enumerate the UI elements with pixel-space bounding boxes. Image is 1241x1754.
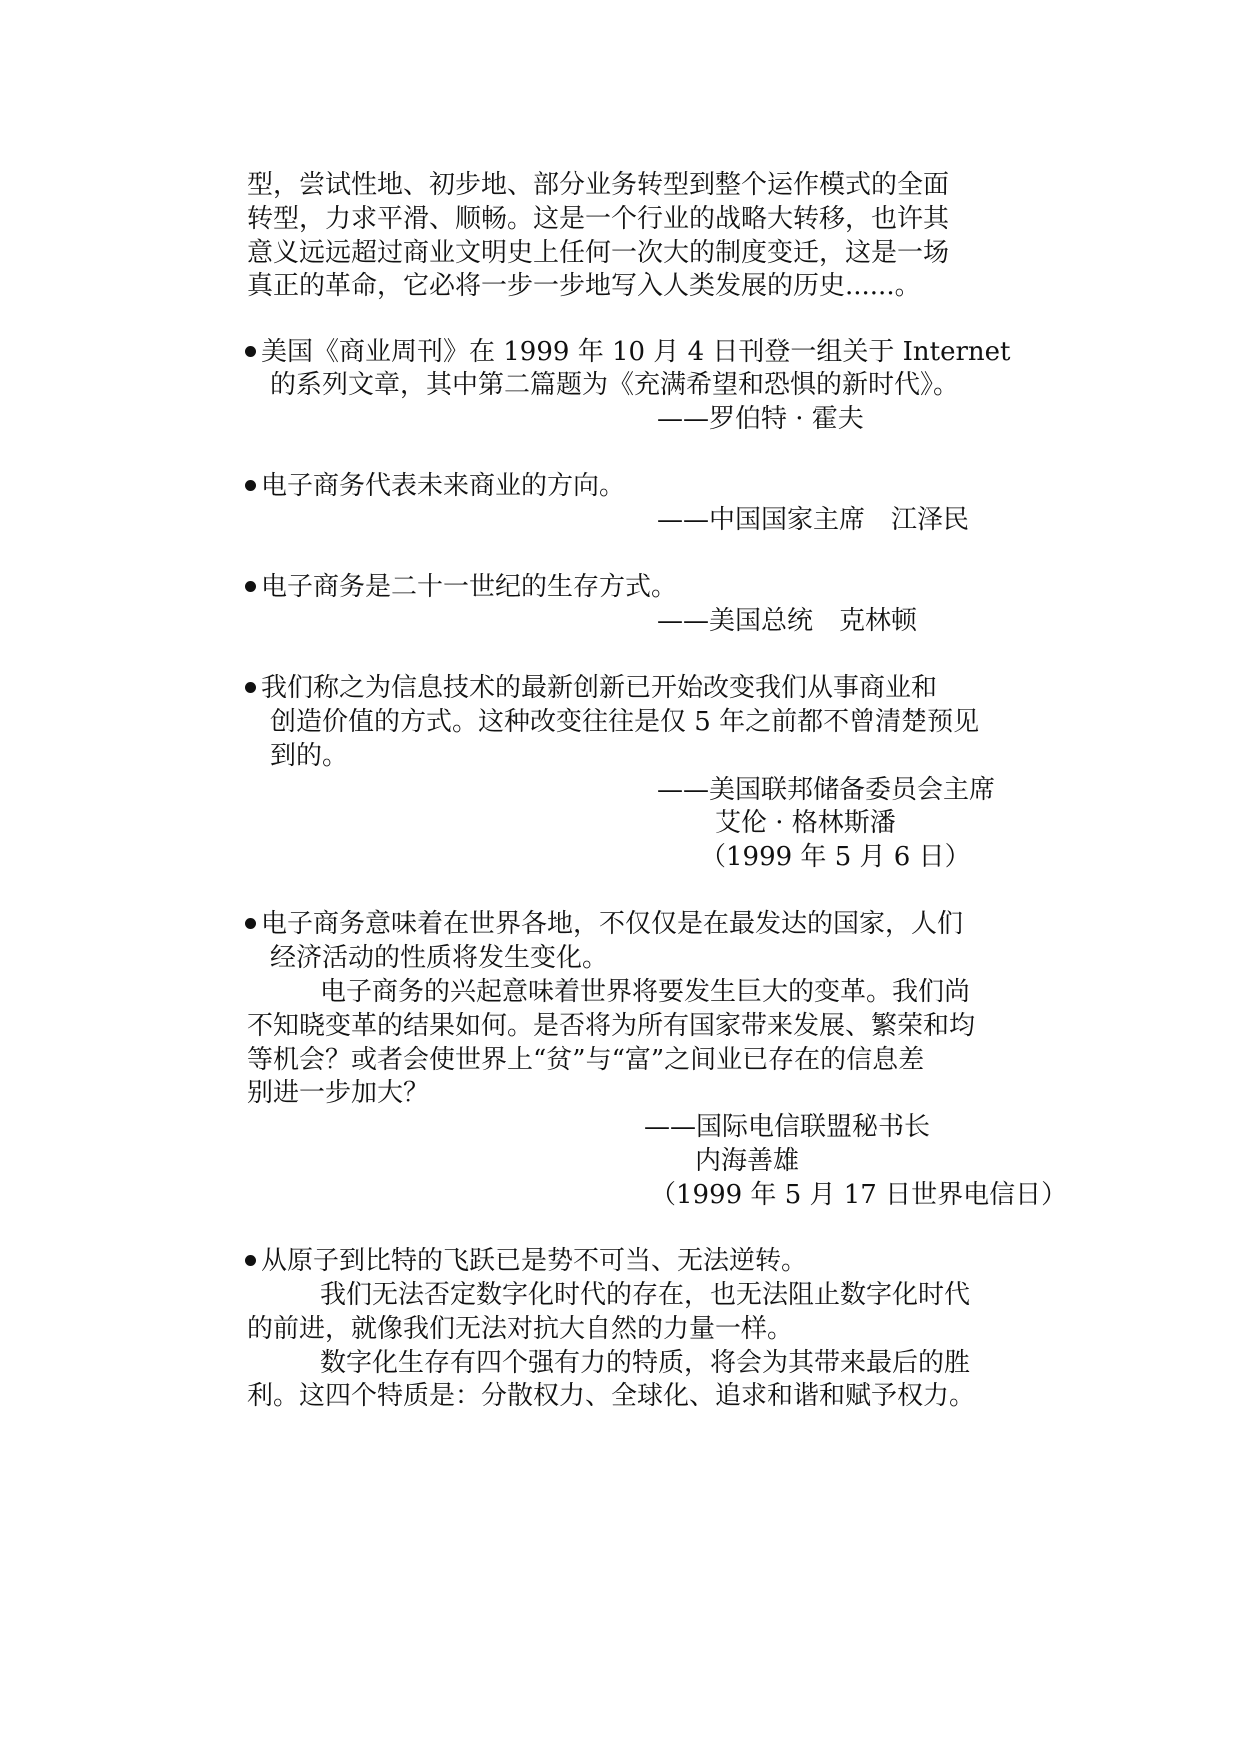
quote3-text: 电子商务是二十一世纪的生存方式。 <box>261 572 678 602</box>
quote4-line-3: 到的。 <box>270 741 349 771</box>
quote4-attribution-2: 艾伦 · 格林斯潘 <box>715 808 896 838</box>
bullet-icon <box>245 918 256 929</box>
quote4-line-2: 创造价值的方式。这种改变往往是仅 5 年之前都不曾清楚预见 <box>270 707 980 737</box>
quote6-para2-line-1: 数字化生存有四个强有力的特质，将会为其带来最后的胜 <box>320 1348 971 1378</box>
quote5-para-line-2: 不知晓变革的结果如何。是否将为所有国家带来发展、繁荣和均 <box>247 1011 976 1041</box>
intro-line-2: 转型，力求平滑、顺畅。这是一个行业的战略大转移，也许其 <box>247 204 950 234</box>
quote4-attribution-1: ——美国联邦储备委员会主席 <box>657 775 996 805</box>
quote5-attribution-2: 内海善雄 <box>695 1146 800 1176</box>
quote2-attribution: ——中国国家主席 江泽民 <box>657 505 970 535</box>
quote6-para1-line-2: 的前进，就像我们无法对抗大自然的力量一样。 <box>247 1314 794 1344</box>
quote5-line-2: 经济活动的性质将发生变化。 <box>270 943 609 973</box>
quote6-para1-line-1: 我们无法否定数字化时代的存在，也无法阻止数字化时代 <box>320 1280 971 1310</box>
quote3-line <box>245 570 677 604</box>
intro-line-1: 型，尝试性地、初步地、部分业务转型到整个运作模式的全面 <box>247 170 950 200</box>
quote1-line-1 <box>245 335 1011 369</box>
intro-line-4: 真正的革命，它必将一步一步地写入人类发展的历史......。 <box>247 271 921 301</box>
bullet-icon <box>245 682 256 693</box>
bullet-icon <box>245 581 256 592</box>
intro-line-3: 意义远远超过商业文明史上任何一次大的制度变迁，这是一场 <box>247 238 950 268</box>
quote5-para-line-3: 等机会？或者会使世界上“贫”与“富”之间业已存在的信息差 <box>247 1045 925 1075</box>
quote4-line-1 <box>245 671 937 705</box>
bullet-icon <box>245 1255 256 1266</box>
quote1-text-1: 美国《商业周刊》在 1999 年 10 月 4 日刊登一组关于 Internet <box>261 337 1011 367</box>
quote5-text-1: 电子商务意味着在世界各地，不仅仅是在最发达的国家，人们 <box>261 909 964 939</box>
quote1-attribution: ——罗伯特 · 霍夫 <box>657 404 864 434</box>
quote5-line-1 <box>245 907 963 941</box>
quote4-text-1: 我们称之为信息技术的最新创新已开始改变我们从事商业和 <box>261 673 938 703</box>
quote5-attribution-3: （1999 年 5 月 17 日世界电信日） <box>650 1180 1068 1210</box>
quote6-line <box>245 1244 807 1278</box>
quote2-text: 电子商务代表未来商业的方向。 <box>261 471 626 501</box>
quote5-para-line-1: 电子商务的兴起意味着世界将要发生巨大的变革。我们尚 <box>320 977 971 1007</box>
quote6-text: 从原子到比特的飞跃已是势不可当、无法逆转。 <box>261 1246 808 1276</box>
quote6-para2-line-2: 利。这四个特质是：分散权力、全球化、追求和谐和赋予权力。 <box>247 1381 976 1411</box>
quote4-attribution-3: （1999 年 5 月 6 日） <box>700 842 971 872</box>
quote3-attribution: ——美国总统 克林顿 <box>657 606 918 636</box>
quote2-line <box>245 469 625 503</box>
bullet-icon <box>245 480 256 491</box>
quote5-para-line-4: 别进一步加大？ <box>247 1078 430 1108</box>
quote1-line-2: 的系列文章，其中第二篇题为《充满希望和恐惧的新时代》。 <box>270 370 960 400</box>
quote5-attribution-1: ——国际电信联盟秘书长 <box>644 1112 931 1142</box>
bullet-icon <box>245 346 256 357</box>
